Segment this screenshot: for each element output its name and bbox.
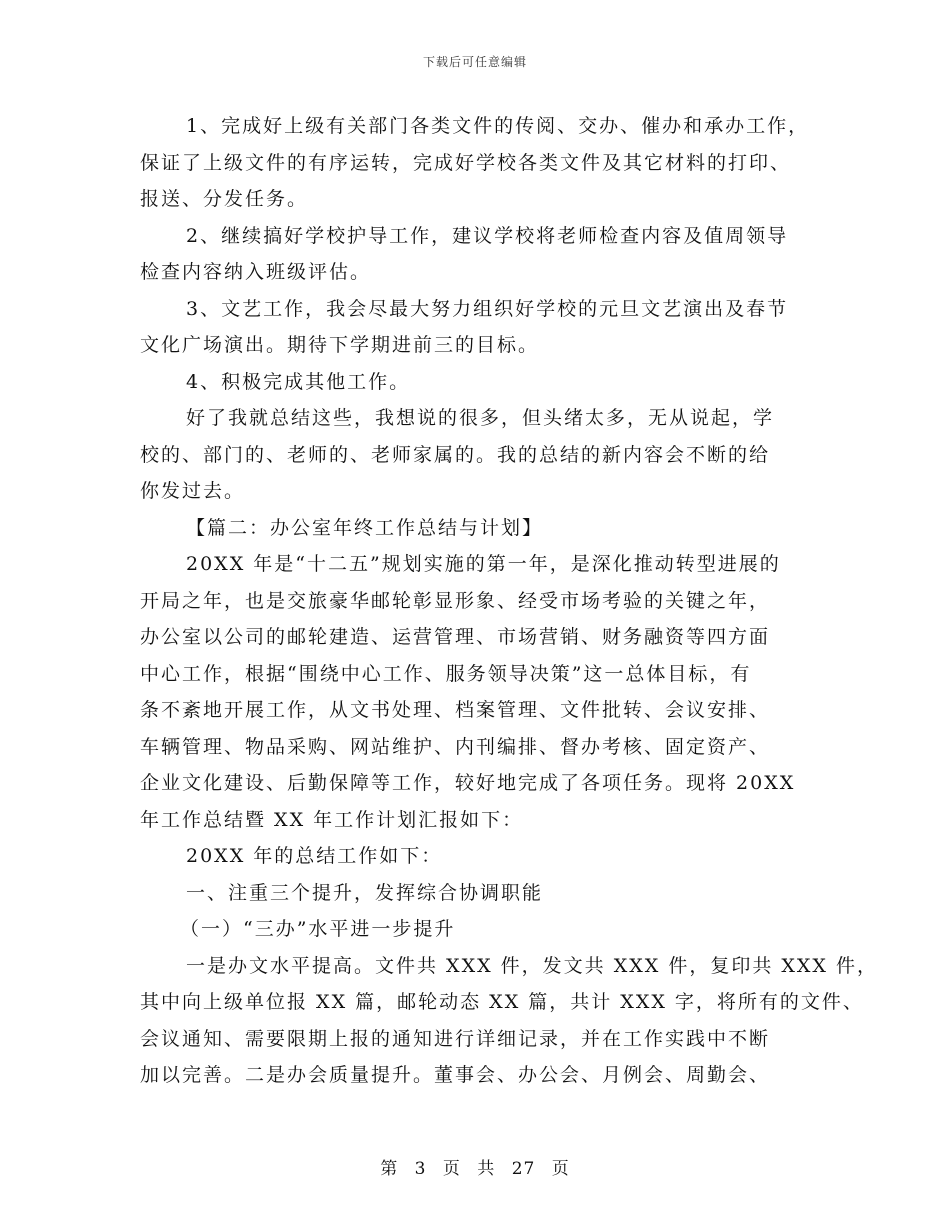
text-line: 20XX 年的总结工作如下： [186,845,443,867]
text-line: 开局之年，也是交旅豪华邮轮彰显形象、经受市场考验的关键之年， [140,589,771,612]
text-line: 年工作总结暨 XX 年工作计划汇报如下： [140,808,524,831]
footer-prefix: 第 [380,1159,399,1179]
text-line: （一）“三办”水平进一步提升 [180,918,456,940]
text-line: 【篇二：办公室年终工作总结与计划】 [186,516,544,539]
footer-page-number: 3 [414,1159,427,1179]
text-line: 条不紊地开展工作，从文书处理、档案管理、文件批转、会议安排、 [140,699,771,721]
text-line: 报送、分发任务。 [140,188,309,210]
text-line: 校的、部门的、老师的、老师家属的。我的总结的新内容会不断的给 [140,443,771,466]
text-line: 1、完成好上级有关部门各类文件的传阅、交办、催办和承办工作， [186,115,810,137]
text-line: 好了我就总结这些，我想说的很多，但头绪太多，无从说起，学 [186,407,775,429]
text-line: 中心工作，根据“围绕中心工作、服务领导决策”这一总体目标，有 [140,662,752,685]
footer-page-word: 页 [442,1159,461,1179]
text-line: 会议通知、需要限期上报的通知进行详细记录，并在工作实践中不断 [140,1027,771,1050]
text-line: 其中向上级单位报 XX 篇，邮轮动态 XX 篇，共计 XXX 字，将所有的文件、 [140,991,864,1013]
text-line: 企业文化建设、后勤保障等工作，较好地完成了各项任务。现将 20XX [140,772,796,794]
footer-suffix: 页 [551,1159,570,1179]
document-body [140,108,878,1094]
page-footer [0,1154,950,1179]
text-line: 4、积极完成其他工作。 [186,370,411,393]
text-line: 保证了上级文件的有序运转，完成好学校各类文件及其它材料的打印、 [140,151,792,174]
text-line: 一是办文水平提高。文件共 XXX 件，发文共 XXX 件，复印共 XXX 件， [186,954,878,977]
text-line: 检查内容纳入班级评估。 [140,261,372,283]
footer-total-word: 共 [477,1159,496,1179]
text-line: 加以完善。二是办会质量提升。董事会、办公会、月例会、周勤会、 [140,1064,771,1086]
text-line: 车辆管理、物品采购、网站维护、内刊编排、督办考核、固定资产、 [140,735,771,758]
text-line: 2、继续搞好学校护导工作，建议学校将老师检查内容及值周领导 [186,224,789,247]
text-line: 办公室以公司的邮轮建造、运营管理、市场营销、财务融资等四方面 [140,626,771,648]
page-header: 下载后可任意编辑 [422,55,527,69]
text-line: 你发过去。 [140,480,246,502]
footer-total-pages: 27 [511,1159,536,1179]
text-line: 20XX 年是“十二五”规划实施的第一年，是深化推动转型进展的 [186,553,781,575]
text-line: 一、注重三个提升，发挥综合协调职能 [186,881,544,904]
text-line: 文化广场演出。期待下学期进前三的目标。 [140,334,540,356]
text-line: 3、文艺工作，我会尽最大努力组织好学校的元旦文艺演出及春节 [186,297,789,320]
